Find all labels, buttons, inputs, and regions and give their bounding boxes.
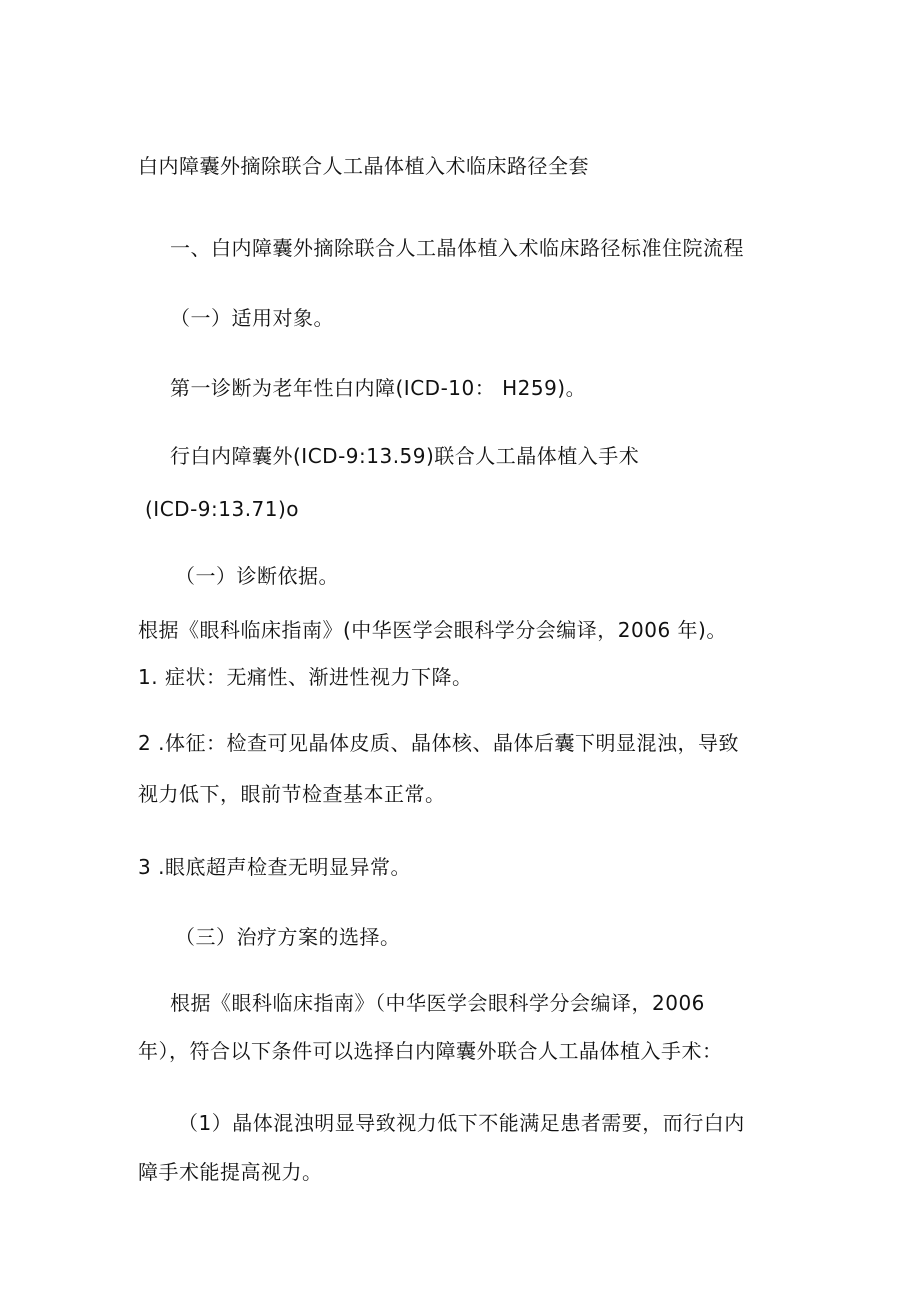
paragraph-procedure-line1: 行白内障囊外(ICD-9:13.59)联合人工晶体植入手术 xyxy=(170,444,640,468)
paragraph-treatment-intro-line2: 年），符合以下条件可以选择白内障囊外联合人工晶体植入手术： xyxy=(138,1039,723,1063)
list-item-condition1-line2: 障手术能提高视力。 xyxy=(138,1160,323,1184)
section-heading: 一、白内障囊外摘除联合人工晶体植入术临床路径标准住院流程 xyxy=(170,236,744,260)
document-title: 白内障囊外摘除联合人工晶体植入术临床路径全套 xyxy=(138,154,589,178)
paragraph-guideline-reference: 根据《眼科临床指南》(中华医学会眼科学分会编译，2006 年)。 xyxy=(138,618,727,642)
list-item-ultrasound: 3 .眼底超声检查无明显异常。 xyxy=(138,855,411,879)
subsection-heading-diagnosis-basis: （一）诊断依据。 xyxy=(175,564,339,588)
subsection-heading-treatment: （三）治疗方案的选择。 xyxy=(175,925,401,949)
subsection-heading-applicable: （一）适用对象。 xyxy=(170,306,334,330)
list-item-condition1-line1: （1）晶体混浊明显导致视力低下不能满足患者需要，而行白内 xyxy=(178,1111,745,1135)
list-item-symptoms: 1. 症状：无痛性、渐进性视力下降。 xyxy=(138,665,473,689)
paragraph-diagnosis: 第一诊断为老年性白内障(ICD-10： H259)。 xyxy=(170,376,587,400)
paragraph-treatment-intro-line1: 根据《眼科临床指南》（中华医学会眼科学分会编译，2006 xyxy=(170,991,705,1015)
paragraph-procedure-line2: (ICD-9:13.71)o xyxy=(145,497,300,521)
list-item-signs-line2: 视力低下，眼前节检查基本正常。 xyxy=(138,782,446,806)
list-item-signs-line1: 2 .体征：检查可见晶体皮质、晶体核、晶体后囊下明显混浊，导致 xyxy=(138,731,739,755)
